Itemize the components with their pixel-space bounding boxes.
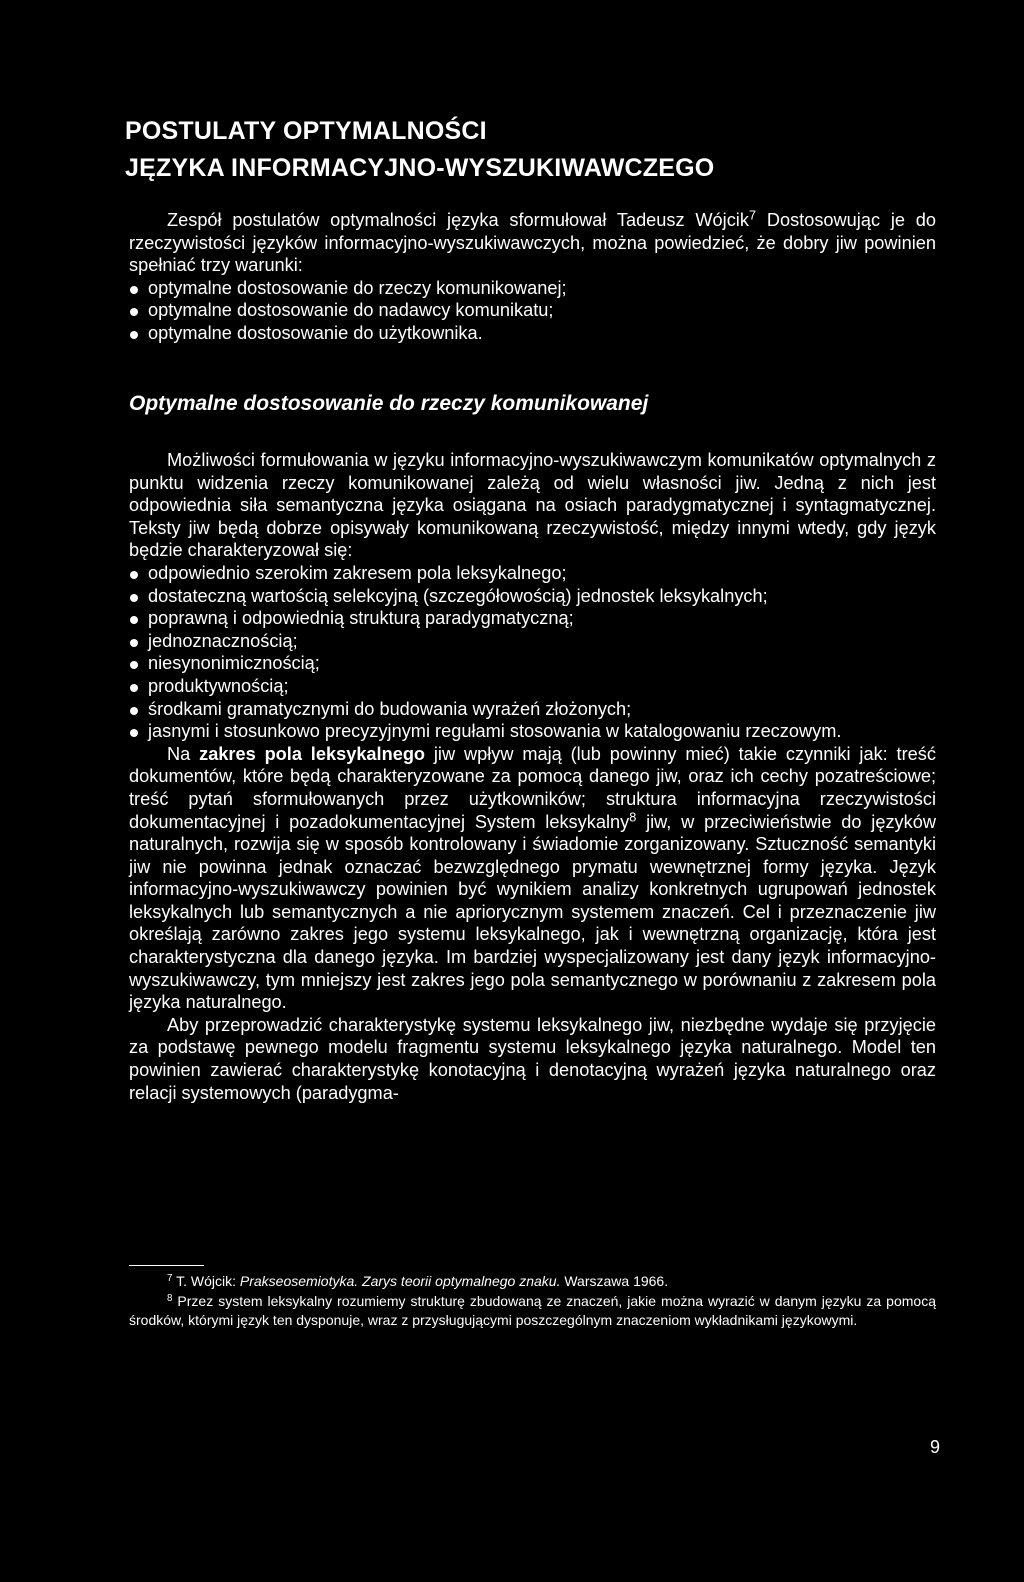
intro-conditions-list [129, 277, 936, 345]
list-item: dostateczną wartością selekcyjną (szczegółowością) jednostek leksykalnych; [129, 585, 936, 608]
paragraph: Aby przeprowadzić charakterystykę systemu leksykalnego jiw, niezbędne wydaje się przyjęcie za podstawę pewnego modelu fragmentu systemu leksykalnego języka naturalnego. Model ten powinien zawierać charakterystykę konotacyjną i denotacyjną wyrażeń języka naturalnego oraz relacji systemowych (paradygma- [129, 1014, 936, 1103]
chapter-title-line-2: JĘZYKA INFORMACYJNO-WYSZUKIWAWCZEGO [125, 154, 715, 182]
footnote-book-title: Prakseosemiotyka. Zarys teorii optymalnego znaku. [239, 1273, 561, 1289]
footnote-8 [129, 1292, 936, 1331]
footnote-author: T. Wójcik: [172, 1273, 240, 1289]
footnote-7 [129, 1272, 936, 1292]
list-item: odpowiednio szerokim zakresem pola leksykalnego; [129, 562, 936, 585]
language-features-list [129, 562, 936, 743]
list-item: optymalne dostosowanie do rzeczy komunikowanej; [129, 277, 936, 300]
paragraph-start: Na [167, 743, 200, 764]
list-item: optymalne dostosowanie do nadawcy komunikatu; [129, 299, 936, 322]
intro-block [129, 209, 936, 345]
list-item: jasnymi i stosunkowo precyzyjnymi regułami stosowania w katalogowaniu rzeczowym. [129, 720, 936, 743]
page-number: 9 [929, 1437, 940, 1457]
list-item: optymalne dostosowanie do użytkownika. [129, 322, 936, 345]
list-item: środkami gramatycznymi do budowania wyrażeń złożonych; [129, 698, 936, 721]
bold-term: zakres pola leksykalnego [199, 743, 426, 764]
footnote-divider [129, 1265, 204, 1266]
section-body [129, 449, 936, 1104]
footnote-number: 7 [167, 1273, 173, 1285]
footnote-place: Warszawa 1966. [560, 1273, 669, 1289]
footnote-text: Przez system leksykalny rozumiemy strukturę zbudowaną ze znaczeń, jakie można wyrazić w danym języku za pomocą środków, którymi język ten dysponuje, wraz z przysługującymi poszczególnym znaczeniom wykładnikami językowymi. [129, 1292, 936, 1328]
list-item: niesynonimicznością; [129, 652, 936, 675]
intro-paragraph [129, 209, 936, 277]
section-heading: Optymalne dostosowanie do rzeczy komunikowanej [129, 392, 649, 415]
list-item: produktywnością; [129, 675, 936, 698]
chapter-title-line-1: POSTULATY OPTYMALNOŚCI [125, 117, 487, 145]
paragraph: Możliwości formułowania w języku informacyjno-wyszukiwawczym komunikatów optymalnych z punktu widzenia rzeczy komunikowanej zależą od wielu własności jiw. Jedną z nich jest odpowiednia siła semantyczna języka osiągana na osiach paradygmatycznej i syntagmatycznej. Teksty jiw będą dobrze opisywały komunikowaną rzeczywistość, między innymi wtedy, gdy język będzie charakteryzował się: [129, 450, 936, 561]
chapter-title [125, 113, 945, 187]
paragraph-middle: jiw wpływ mają (lub powinny mieć) takie czynniki jak: treść dokumentów, które będą charakteryzowane za pomocą danego jiw, oraz ich cechy pozatreściowe; treść pytań sformułowanych przez użytkowników; struktura informacyjna rzeczywistości dokumentacyjnej i pozadokumentacyjnej System leksykalny [129, 743, 936, 832]
footnote-ref-7: 7 [748, 207, 757, 223]
paragraph [129, 743, 936, 1014]
intro-lead: Zespół postulatów optymalności języka sformułował Tadeusz Wójcik [167, 210, 749, 230]
footnotes [129, 1272, 936, 1331]
paragraph-end: jiw, w przeciwieństwie do języków naturalnych, rozwija się w sposób kontrolowany i świadomie zorganizowany. Sztuczność semantyki jiw nie powinna jednak oznaczać bezwzględnego prymatu wewnętrznej formy języka. Język informacyjno-wyszukiwawczy powinien być wynikiem analizy konkretnych ugrupowań jednostek leksykalnych lub semantycznych a nie apriorycznym systemem znaczeń. Cel i przeznaczenie jiw określają zarówno zakres jego systemu leksykalnego, jak i wewnętrzną organizację, która jest charakterystyczna dla danego języka. Im bardziej wyspecjalizowany jest dany język informacyjno-wyszukiwawczy, tym mniejszy jest zakres jego pola semantycznego w porównaniu z zakresem pola języka naturalnego. [129, 811, 936, 1013]
list-item: jednoznacznością; [129, 630, 936, 653]
list-item: poprawną i odpowiednią strukturą paradygmatyczną; [129, 607, 936, 630]
footnote-number: 8 [167, 1292, 173, 1304]
intro-rest: Dostosowując je do rzeczywistości języków informacyjno-wyszukiwawczych, można powiedzieć, że dobry jiw powinien spełniać trzy warunki: [129, 210, 936, 276]
footnote-ref-8: 8 [629, 809, 637, 825]
